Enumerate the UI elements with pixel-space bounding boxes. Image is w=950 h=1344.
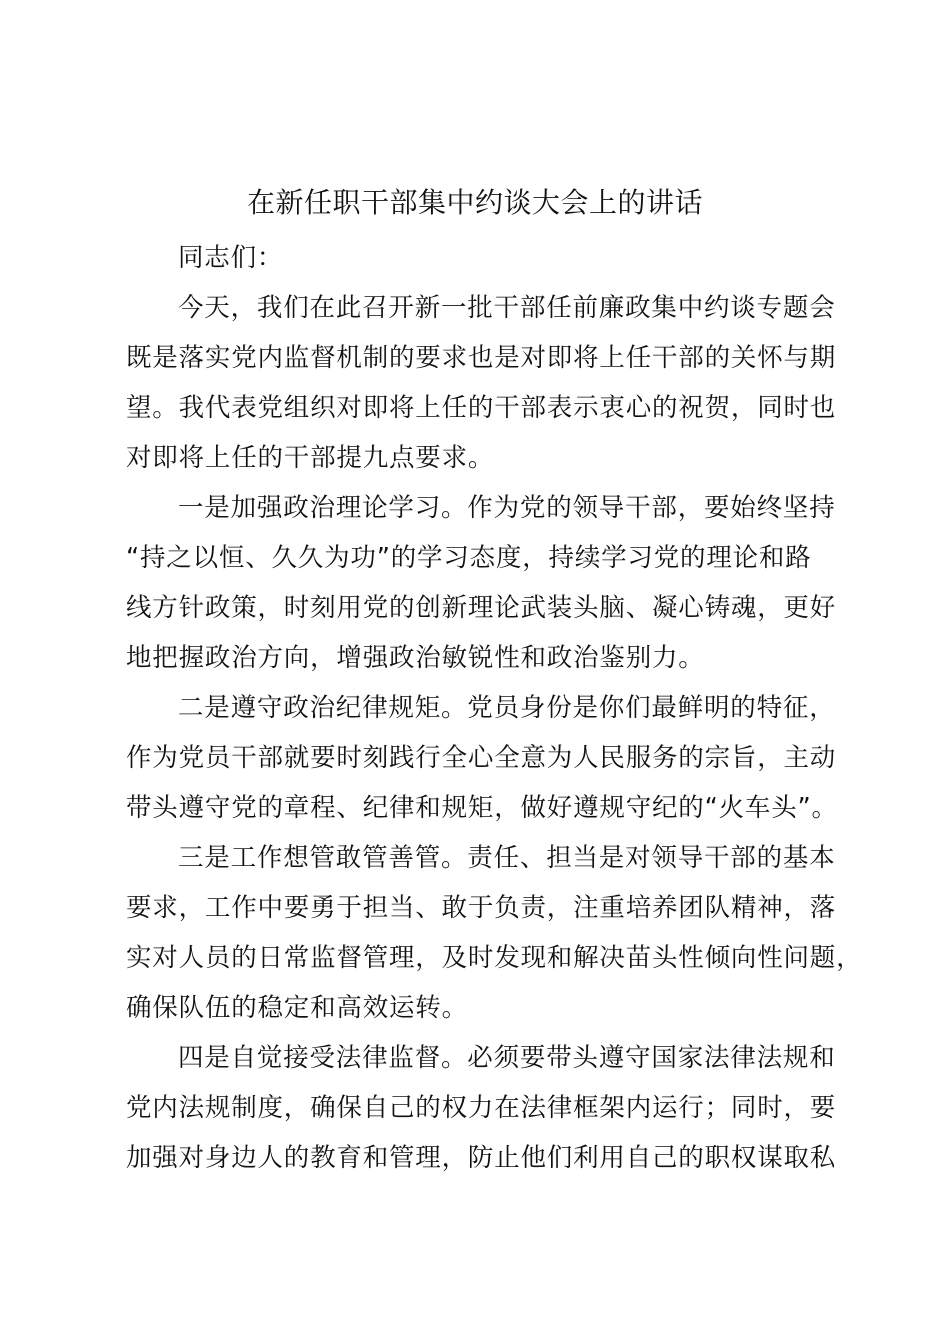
paragraph-intro-line-1: 今天，我们在此召开新一批干部任前廉政集中约谈专题会 xyxy=(178,293,836,323)
paragraph-four-line-1: 四是自觉接受法律监督。必须要带头遵守国家法律法规和 xyxy=(178,1043,836,1073)
paragraph-one-line-4: 地把握政治方向，增强政治敏锐性和政治鉴别力。 xyxy=(126,643,705,673)
salutation-line: 同志们： xyxy=(178,243,284,273)
paragraph-intro-line-3: 望。我代表党组织对即将上任的干部表示衷心的祝贺，同时也 xyxy=(126,393,837,423)
document-body xyxy=(126,233,863,1183)
paragraph-three-line-1: 三是工作想管敢管善管。责任、担当是对领导干部的基本 xyxy=(178,843,836,873)
paragraph-one-line-3: 线方针政策，时刻用党的创新理论武装头脑、凝心铸魂，更好 xyxy=(126,593,837,623)
paragraph-four-line-3: 加强对身边人的教育和管理，防止他们利用自己的职权谋取私 xyxy=(126,1143,837,1173)
paragraph-three-line-2: 要求，工作中要勇于担当、敢于负责，注重培养团队精神，落 xyxy=(126,893,837,923)
paragraph-two-line-1: 二是遵守政治纪律规矩。党员身份是你们最鲜明的特征， xyxy=(178,693,836,723)
paragraph-intro-line-4: 对即将上任的干部提九点要求。 xyxy=(126,443,495,473)
paragraph-two-line-2: 作为党员干部就要时刻践行全心全意为人民服务的宗旨，主动 xyxy=(126,743,837,773)
paragraph-two-line-3: 带头遵守党的章程、纪律和规矩，做好遵规守纪的“火车头”。 xyxy=(126,793,838,823)
paragraph-four-line-2: 党内法规制度，确保自己的权力在法律框架内运行；同时，要 xyxy=(126,1093,837,1123)
paragraph-one-line-1: 一是加强政治理论学习。作为党的领导干部，要始终坚持 xyxy=(178,493,836,523)
paragraph-three-line-3: 实对人员的日常监督管理，及时发现和解决苗头性倾向性问题， xyxy=(126,943,863,973)
paragraph-intro-line-2: 既是落实党内监督机制的要求也是对即将上任干部的关怀与期 xyxy=(126,343,837,373)
document-title: 在新任职干部集中约谈大会上的讲话 xyxy=(246,186,703,219)
paragraph-three-line-4: 确保队伍的稳定和高效运转。 xyxy=(126,993,468,1023)
paragraph-one-line-2: “持之以恒、久久为功”的学习态度，持续学习党的理论和路 xyxy=(126,543,812,573)
